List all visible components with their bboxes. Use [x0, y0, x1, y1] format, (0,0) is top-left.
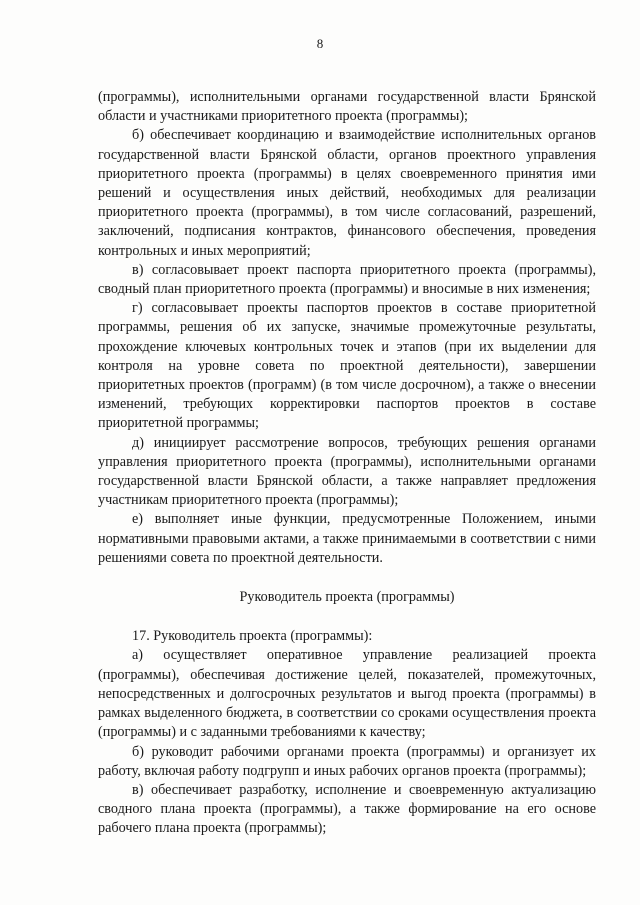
document-body — [98, 88, 596, 839]
page-number: 8 — [316, 36, 324, 51]
section-heading: Руководитель проекта (программы) — [239, 589, 455, 606]
paragraph-clause-17-a: а) осуществляет оперативное управление реализацией проекта (программы), обеспечивая достижение целей, показателей, промежуточных, непосредственных и долгосрочных результатов и выгод проекта (программы) в рамках выделенного бюджета, в соответствии со сроками осуществления проекта (программы) и с заданными требованиями к качеству; — [98, 647, 596, 741]
paragraph-item-d: д) инициирует рассмотрение вопросов, требующих решения органами управления приоритетного проекта (программы), исполнительными органами государственной власти Брянской области, а также направляет предложения участникам приоритетного проекта (программы); — [98, 434, 596, 509]
paragraph-item-e: е) выполняет иные функции, предусмотренные Положением, иными нормативными правовыми актами, а также принимаемыми в соответствии с ними решениями совета по проектной деятельности. — [98, 511, 596, 566]
paragraph-item-g: г) согласовывает проекты паспортов проектов в составе приоритетной программы, решения об их запуске, значимые промежуточные результаты, прохождение ключевых контрольных точек и этапов (при их выделении для контроля на уровне совета по проектной деятельности), завершении приоритетных проектов (программ) (в том числе досрочном), а также о внесении изменений, требующих корректировки паспортов проектов в составе приоритетной программы; — [98, 300, 596, 432]
paragraph-clause-17-b: б) руководит рабочими органами проекта (программы) и организует их работу, включая работу подгрупп и иных рабочих органов проекта (программы); — [98, 743, 596, 779]
paragraph-item-b: б) обеспечивает координацию и взаимодействие исполнительных органов государственной власти Брянской области, органов проектного управления приоритетного проекта (программы) в целях своевременного принятия ими решений и осуществления иных действий, необходимых для реализации приоритетного проекта (программы), в том числе согласований, разрешений, заключений, подписания контрактов, финансового обеспечения, проведения контрольных и иных мероприятий; — [98, 127, 596, 259]
paragraph-continuation: (программы), исполнительными органами государственной власти Брянской области и участниками приоритетного проекта (программы); — [98, 89, 596, 125]
paragraph-clause-17: 17. Руководитель проекта (программы): — [132, 628, 373, 645]
paragraph-item-v: в) согласовывает проект паспорта приоритетного проекта (программы), сводный план приоритетного проекта (программы) и вносимые в них изменения; — [98, 261, 596, 298]
paragraph-clause-17-v: в) обеспечивает разработку, исполнение и своевременную актуализацию сводного плана проекта (программы), а также формирование на его основе рабочего плана проекта (программы); — [98, 781, 596, 837]
